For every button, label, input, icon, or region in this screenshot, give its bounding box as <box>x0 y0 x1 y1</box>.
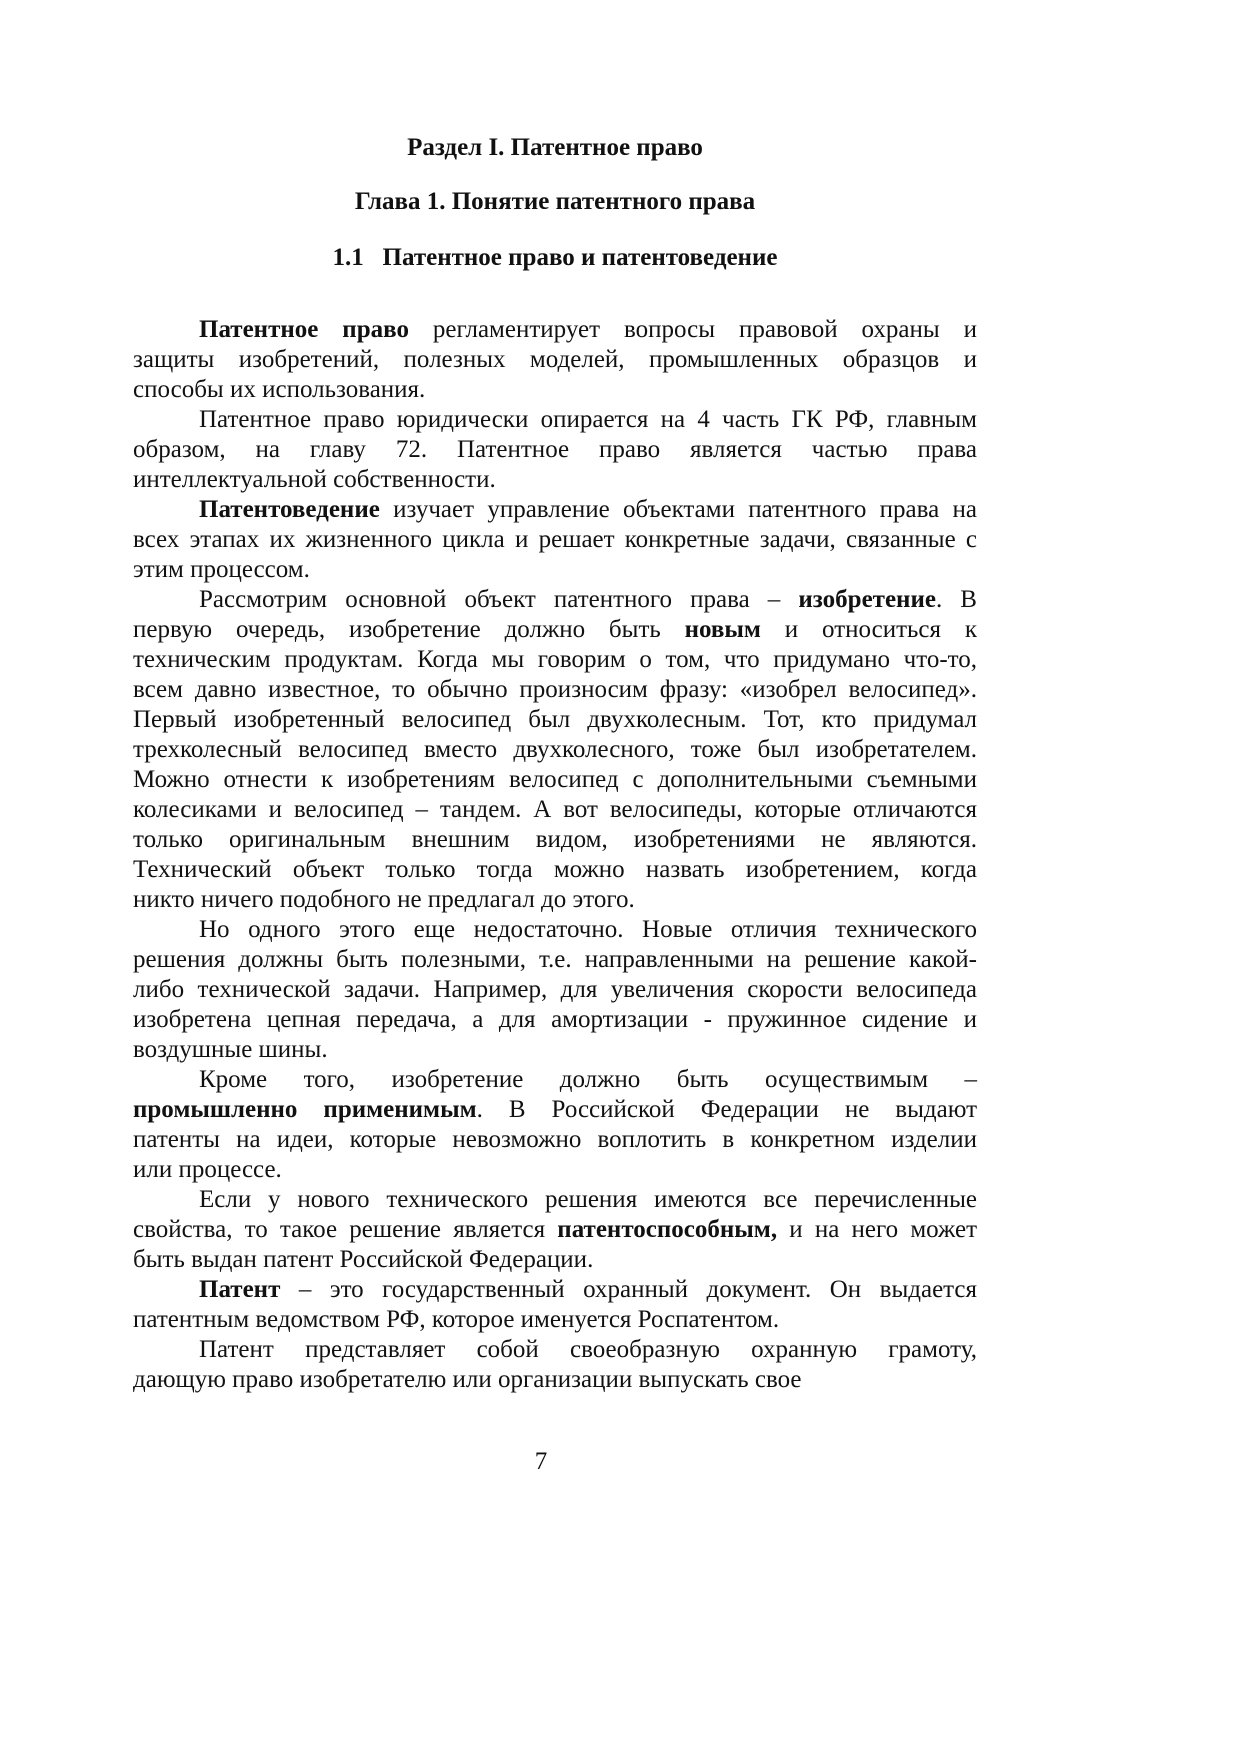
text-line <box>133 615 977 645</box>
bold-term: Патентоведение <box>199 496 380 523</box>
text-segment: Патент представляет собой своеобразную охранную грамоту, <box>199 1336 977 1363</box>
text-line <box>133 675 977 705</box>
text-segment: образом, на главу 72. Патентное право является частью права <box>133 436 977 463</box>
text-line <box>133 1365 977 1395</box>
text-line <box>133 1155 977 1185</box>
text-segment: дающую право изобретателю или организации выпускать свое <box>133 1366 802 1393</box>
text-line <box>133 885 977 915</box>
text-line <box>133 915 977 945</box>
text-segment: или процессе. <box>133 1156 282 1183</box>
page-number: 7 <box>534 1448 548 1475</box>
text-segment: и на него может <box>777 1216 977 1243</box>
paragraph <box>133 495 977 585</box>
text-line <box>133 1245 977 1275</box>
text-segment: Рассмотрим основной объект патентного права – <box>199 586 799 613</box>
text-line <box>133 525 977 555</box>
body-text <box>133 315 977 1395</box>
text-segment: регламентирует вопросы правовой охраны и <box>408 316 977 343</box>
text-line <box>133 975 977 1005</box>
bold-term: Патентное право <box>199 316 409 343</box>
paragraph <box>133 1275 977 1335</box>
text-segment: всех этапах их жизненного цикла и решает конкретные задачи, связанные с <box>133 526 977 553</box>
text-line <box>133 1005 977 1035</box>
text-line <box>133 1095 977 1125</box>
text-line <box>133 555 977 585</box>
paragraph <box>133 1065 977 1185</box>
text-segment: этим процессом. <box>133 556 310 583</box>
text-segment: патенты на идеи, которые невозможно воплотить в конкретном изделии <box>133 1126 977 1153</box>
bold-term: патентоспособным, <box>557 1216 778 1243</box>
text-line <box>133 1185 977 1215</box>
text-segment: и относиться к <box>760 616 978 643</box>
bold-term: изобретение <box>798 586 936 613</box>
text-line <box>133 1275 977 1305</box>
text-line <box>133 945 977 975</box>
text-segment: техническим продуктам. Когда мы говорим о том, что придумано что-то, <box>133 646 977 673</box>
text-segment: решения должны быть полезными, т.е. направленными на решение какой- <box>133 946 977 973</box>
text-segment: Первый изобретенный велосипед был двухколесным. Тот, кто придумал <box>133 706 977 733</box>
text-segment: свойства, то такое решение является <box>133 1216 558 1243</box>
text-line <box>133 825 977 855</box>
text-segment: Технический объект только тогда можно назвать изобретением, когда <box>133 856 977 883</box>
paragraph <box>133 1185 977 1275</box>
text-line <box>133 435 977 465</box>
text-line <box>133 855 977 885</box>
text-segment: только оригинальным внешним видом, изобретениями не являются. <box>133 826 977 853</box>
text-line <box>133 495 977 525</box>
section-heading: Раздел I. Патентное право <box>407 134 703 161</box>
text-segment: . В Российской Федерации не выдают <box>476 1096 977 1123</box>
subsection-heading: 1.1 Патентное право и патентоведение <box>332 244 778 271</box>
text-segment: Но одного этого еще недостаточно. Новые отличия технического <box>199 916 977 943</box>
text-line <box>133 1305 977 1335</box>
text-segment: патентным ведомством РФ, которое именуется Роспатентом. <box>133 1306 780 1333</box>
text-segment: Патентное право юридически опирается на 4 часть ГК РФ, главным <box>199 406 977 433</box>
text-line <box>133 375 977 405</box>
text-segment: либо технической задачи. Например, для увеличения скорости велосипеда <box>133 976 977 1003</box>
text-segment: изучает управление объектами патентного права на <box>379 496 977 523</box>
text-line <box>133 765 977 795</box>
text-segment: колесиками и велосипед – тандем. А вот велосипеды, которые отличаются <box>133 796 977 823</box>
text-segment: трехколесный велосипед вместо двухколесного, тоже был изобретателем. <box>133 736 977 763</box>
text-segment: быть выдан патент Российской Федерации. <box>133 1246 594 1273</box>
paragraph <box>133 315 977 405</box>
text-segment: . В <box>935 586 977 613</box>
paragraph <box>133 1335 977 1395</box>
text-line <box>133 585 977 615</box>
text-segment: Кроме того, изобретение должно быть осуществимым – <box>199 1066 977 1093</box>
text-segment: – это государственный охранный документ. Он выдается <box>280 1276 977 1303</box>
paragraph <box>133 915 977 1065</box>
bold-term: Патент <box>199 1276 281 1303</box>
text-segment: защиты изобретений, полезных моделей, промышленных образцов и <box>133 346 977 373</box>
bold-term: промышленно применимым <box>133 1096 477 1123</box>
text-segment: первую очередь, изобретение должно быть <box>133 616 685 643</box>
text-segment: интеллектуальной собственности. <box>133 466 496 493</box>
paragraph <box>133 585 977 915</box>
text-segment: воздушные шины. <box>133 1036 328 1063</box>
text-line <box>133 1125 977 1155</box>
paragraph <box>133 405 977 495</box>
text-segment: изобретена цепная передача, а для амортизации - пружинное сидение и <box>133 1006 977 1033</box>
text-segment: всем давно известное, то обычно произносим фразу: «изобрел велосипед». <box>133 676 977 703</box>
text-line <box>133 735 977 765</box>
text-line <box>133 345 977 375</box>
text-segment: способы их использования. <box>133 376 426 403</box>
text-line <box>133 1065 977 1095</box>
text-line <box>133 645 977 675</box>
text-segment: Если у нового технического решения имеются все перечисленные <box>199 1186 977 1213</box>
text-line <box>133 1215 977 1245</box>
text-line <box>133 315 977 345</box>
text-segment: Можно отнести к изобретениям велосипед с дополнительными съемными <box>133 766 977 793</box>
text-line <box>133 1035 977 1065</box>
text-line <box>133 705 977 735</box>
text-line <box>133 795 977 825</box>
chapter-heading: Глава 1. Понятие патентного права <box>354 188 756 215</box>
text-segment: никто ничего подобного не предлагал до этого. <box>133 886 635 913</box>
text-line <box>133 405 977 435</box>
text-line <box>133 465 977 495</box>
text-line <box>133 1335 977 1365</box>
bold-term: новым <box>684 616 761 643</box>
